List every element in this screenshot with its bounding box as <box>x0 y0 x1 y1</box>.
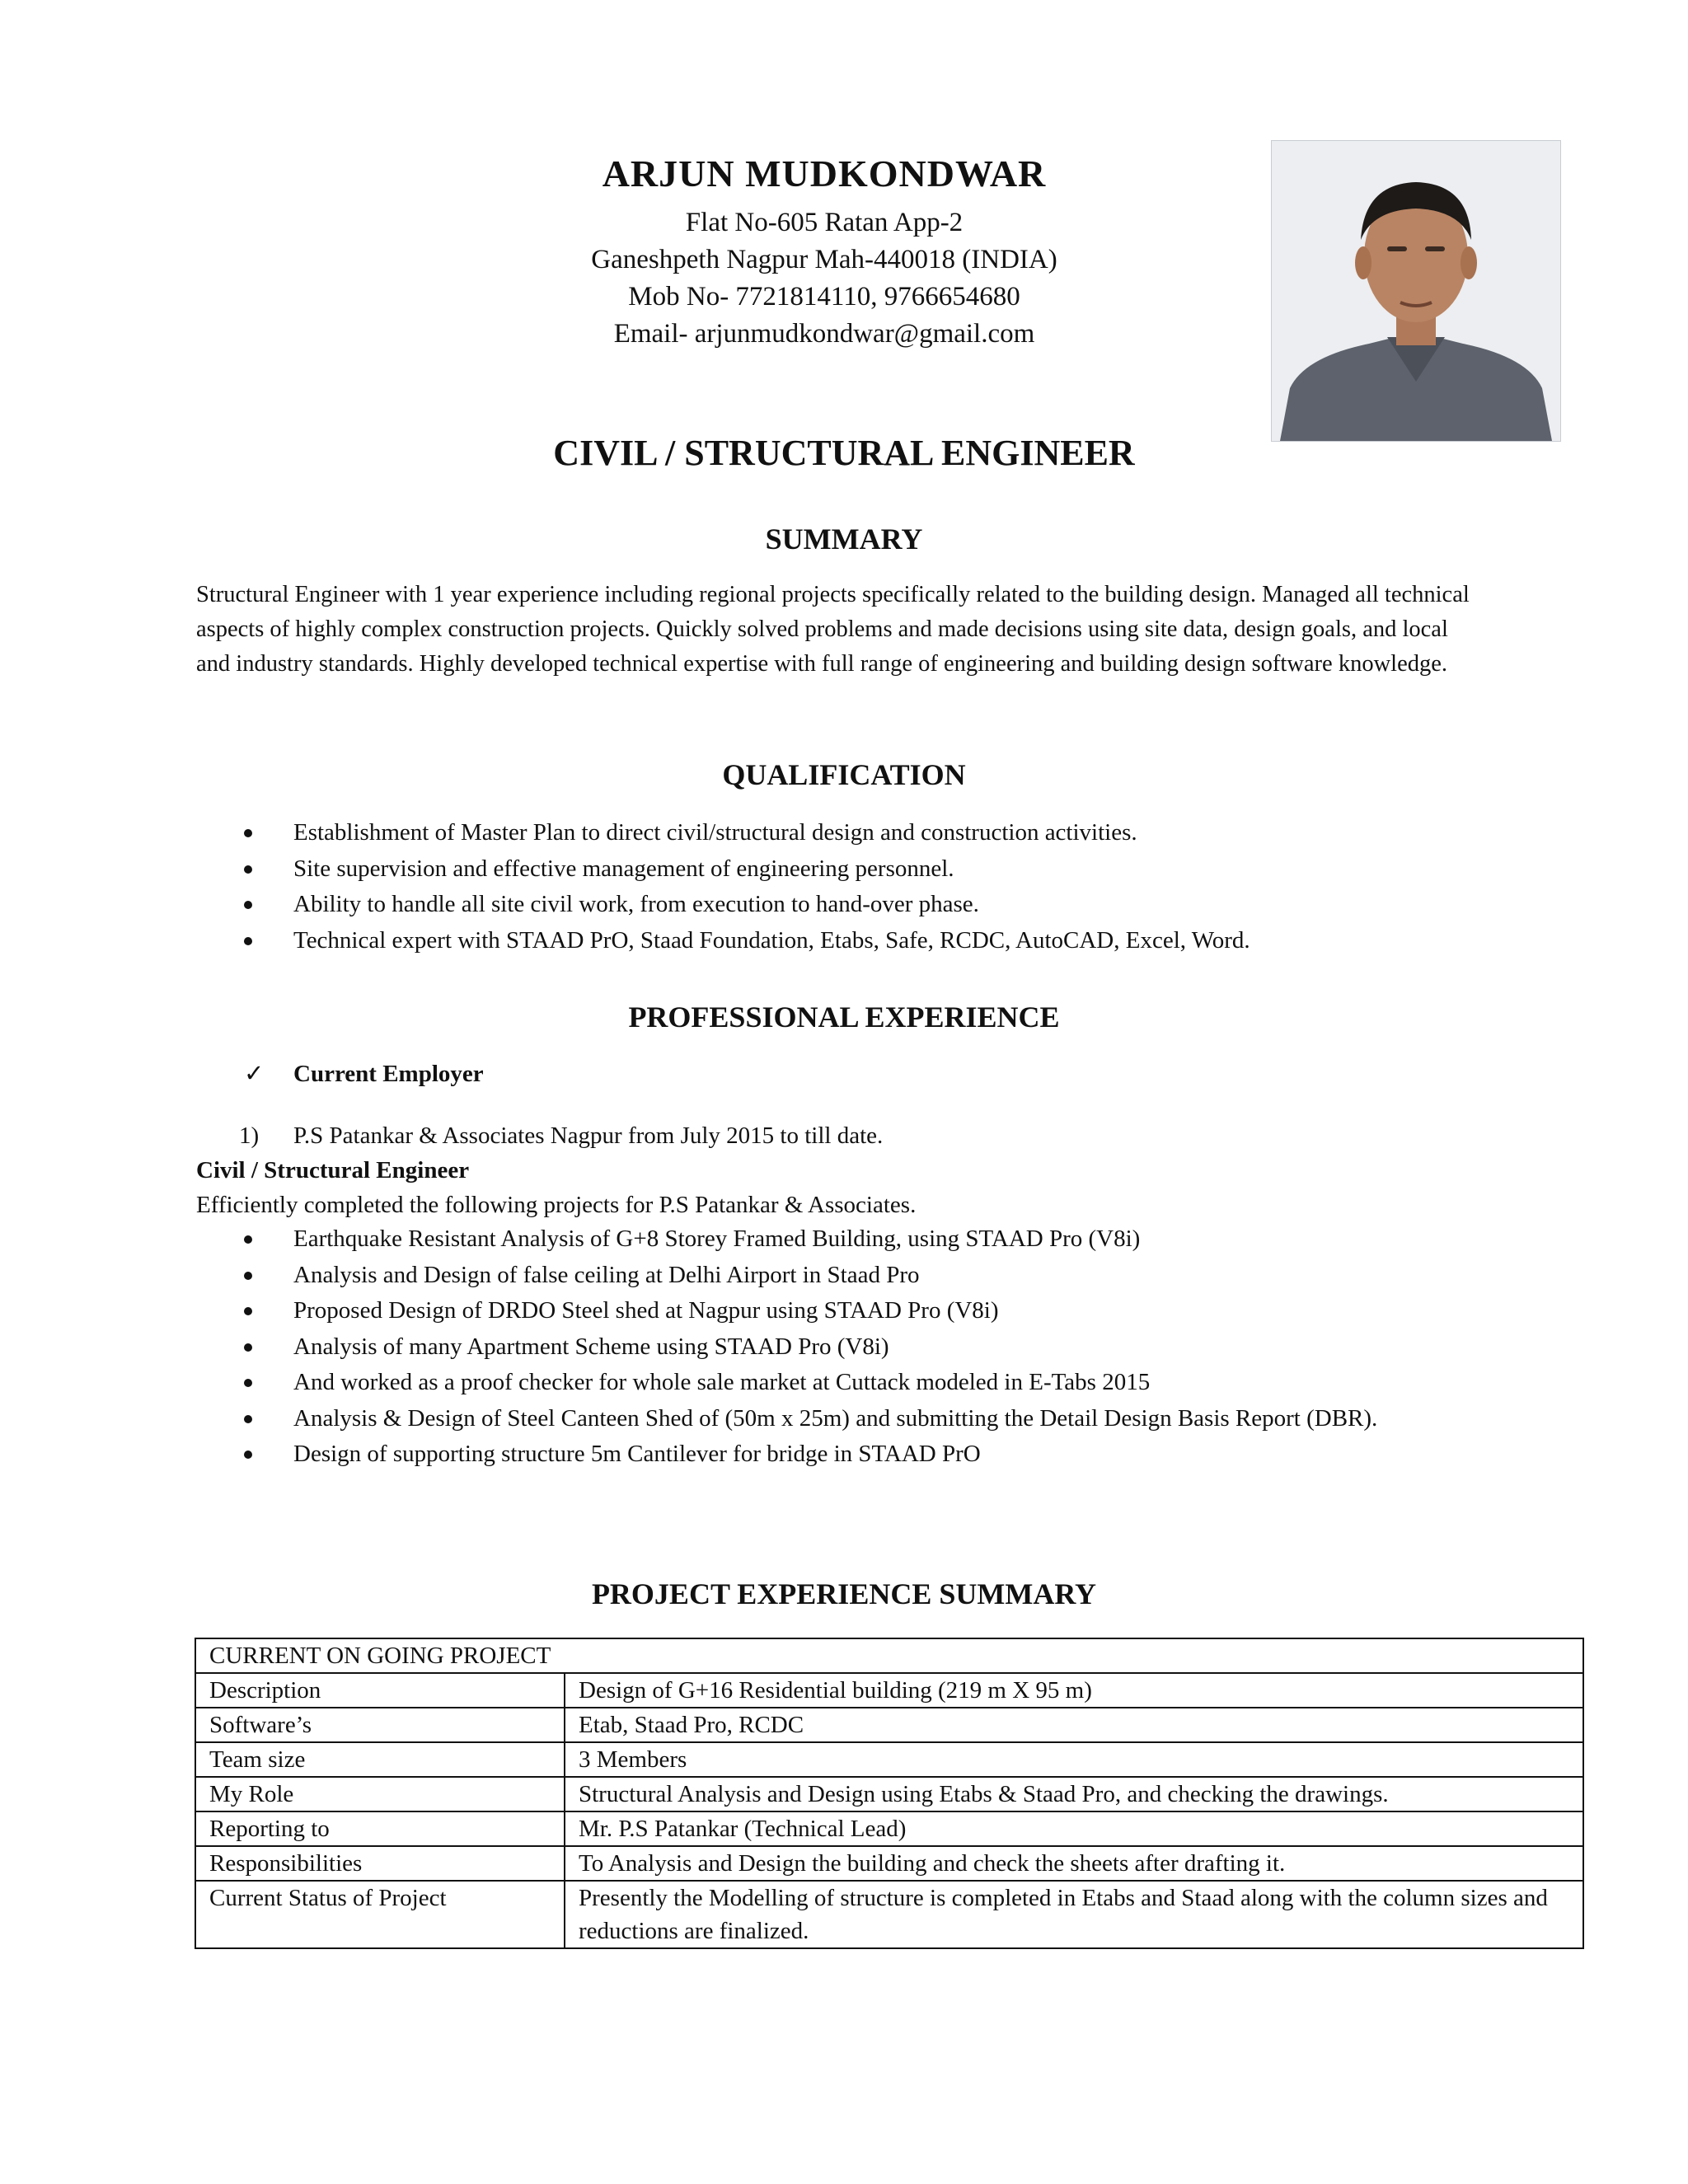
summary-text: Structural Engineer with 1 year experience including regional projects specifically related to the building design. Managed all technical aspects of highly complex construction projects. Quickly solved problems and made decisions using site data, design goals, and local and industry standards. Highly developed technical expertise with full range of engineering and building design software knowledge. <box>196 582 1470 677</box>
table-cell-label: Reporting to <box>195 1811 565 1846</box>
bullet-icon <box>244 937 252 945</box>
bullet-icon <box>244 1272 252 1280</box>
table-cell-value: Mr. P.S Patankar (Technical Lead) <box>565 1811 1583 1846</box>
table-cell-label: Responsibilities <box>195 1846 565 1881</box>
table-row <box>195 1881 1583 1948</box>
projects-list <box>196 1221 1507 1473</box>
summary-heading: SUMMARY <box>765 523 923 555</box>
list-item: Analysis & Design of Steel Canteen Shed of (50m x 25m) and submitting the Detail Design Basis Report (DBR). <box>196 1401 1507 1437</box>
employer-line: 1) P.S Patankar & Associates Nagpur from July 2015 to till date. <box>239 1118 883 1153</box>
bullet-icon <box>244 1451 252 1459</box>
current-employer-label: ✓ Current Employer <box>244 1057 484 1090</box>
list-item: Design of supporting structure 5m Cantilever for bridge in STAAD PrO <box>196 1436 1507 1473</box>
table-cell-label: Team size <box>195 1742 565 1777</box>
table-cell-value: To Analysis and Design the building and check the sheets after drafting it. <box>565 1846 1583 1881</box>
table-row <box>195 1846 1583 1881</box>
table-row <box>195 1708 1583 1742</box>
check-mark-icon: ✓ <box>244 1061 265 1087</box>
list-item: Site supervision and effective management of engineering personnel. <box>196 851 1507 888</box>
qualification-list <box>196 815 1507 958</box>
table-title: CURRENT ON GOING PROJECT <box>195 1638 1583 1673</box>
table-row <box>195 1742 1583 1777</box>
qualification-heading: QUALIFICATION <box>722 758 966 791</box>
table-cell-label: Current Status of Project <box>195 1881 565 1948</box>
table-row <box>195 1811 1583 1846</box>
bullet-icon <box>244 1343 252 1352</box>
table-cell-value: Design of G+16 Residential building (219 m X 95 m) <box>565 1673 1583 1708</box>
list-item: Establishment of Master Plan to direct civil/structural design and construction activities. <box>196 815 1507 851</box>
address-line-2: Ganeshpeth Nagpur Mah-440018 (INDIA) <box>591 245 1057 274</box>
list-item: Technical expert with STAAD PrO, Staad Foundation, Etabs, Safe, RCDC, AutoCAD, Excel, Word. <box>196 923 1507 959</box>
bullet-icon <box>244 1415 252 1423</box>
bullet-icon <box>244 1307 252 1315</box>
table-cell-label: Software’s <box>195 1708 565 1742</box>
candidate-name: ARJUN MUDKONDWAR <box>602 152 1047 194</box>
table-cell-value: Etab, Staad Pro, RCDC <box>565 1708 1583 1742</box>
experience-heading: PROFESSIONAL EXPERIENCE <box>628 1001 1060 1033</box>
role-title: Civil / Structural Engineer <box>196 1157 470 1183</box>
email-address: Email- arjunmudkondwar@gmail.com <box>613 319 1035 349</box>
bullet-icon <box>244 829 252 837</box>
table-cell-value: Presently the Modelling of structure is completed in Etabs and Staad along with the column sizes and reductions are finalized. <box>565 1881 1583 1948</box>
list-item: Earthquake Resistant Analysis of G+8 Storey Framed Building, using STAAD Pro (V8i) <box>196 1221 1507 1258</box>
table-cell-label: Description <box>195 1673 565 1708</box>
table-cell-label: My Role <box>195 1777 565 1811</box>
table-row <box>195 1673 1583 1708</box>
portrait-drawing <box>1272 141 1560 441</box>
list-item: Ability to handle all site civil work, from execution to hand-over phase. <box>196 887 1507 923</box>
bullet-icon <box>244 901 252 909</box>
list-item: Proposed Design of DRDO Steel shed at Nagpur using STAAD Pro (V8i) <box>196 1293 1507 1329</box>
list-item: Analysis and Design of false ceiling at Delhi Airport in Staad Pro <box>196 1258 1507 1294</box>
list-item: And worked as a proof checker for whole sale market at Cuttack modeled in E-Tabs 2015 <box>196 1365 1507 1401</box>
contact-header <box>412 153 1236 353</box>
list-item: Analysis of many Apartment Scheme using STAAD Pro (V8i) <box>196 1329 1507 1366</box>
table-cell-value: 3 Members <box>565 1742 1583 1777</box>
project-summary-heading: PROJECT EXPERIENCE SUMMARY <box>591 1577 1097 1610</box>
table-row <box>195 1638 1583 1673</box>
phone-numbers: Mob No- 7721814110, 9766654680 <box>628 282 1020 312</box>
projects-intro: Efficiently completed the following projects for P.S Patankar & Associates. <box>196 1192 917 1218</box>
project-summary-table <box>195 1638 1584 1949</box>
address-line-1: Flat No-605 Ratan App-2 <box>685 208 964 237</box>
table-row <box>195 1777 1583 1811</box>
bullet-icon <box>244 1235 252 1244</box>
employer-number: 1) <box>239 1122 260 1149</box>
bullet-icon <box>244 1379 252 1387</box>
person-photo-icon <box>1271 140 1561 442</box>
bullet-icon <box>244 865 252 874</box>
job-title: CIVIL / STRUCTURAL ENGINEER <box>553 433 1135 473</box>
table-cell-value: Structural Analysis and Design using Etabs & Staad Pro, and checking the drawings. <box>565 1777 1583 1811</box>
